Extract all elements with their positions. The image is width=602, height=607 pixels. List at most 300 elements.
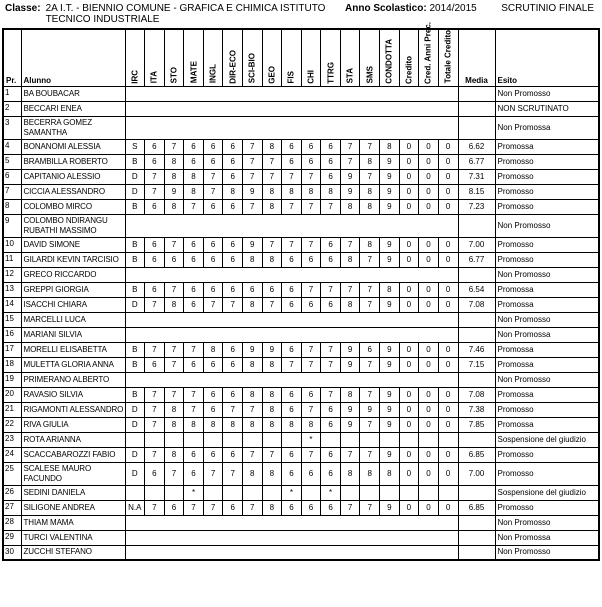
grade-cell: 6 bbox=[321, 462, 341, 485]
grade-cell: 6 bbox=[223, 387, 243, 402]
grade-cell: 9 bbox=[360, 402, 380, 417]
student-name: BONANOMI ALESSIA bbox=[21, 139, 125, 154]
row-number: 21 bbox=[3, 402, 21, 417]
grade-cell: 0 bbox=[419, 417, 439, 432]
esito-value: Non Promosso bbox=[495, 312, 599, 327]
column-header-ingl: INGL bbox=[203, 29, 223, 86]
grade-cell bbox=[125, 485, 145, 500]
table-row bbox=[3, 357, 599, 372]
grades-table bbox=[2, 21, 600, 561]
student-name: RIVA GIULIA bbox=[21, 417, 125, 432]
row-number: 15 bbox=[3, 312, 21, 327]
grade-cell: * bbox=[321, 485, 341, 500]
grade-cell bbox=[438, 485, 458, 500]
grade-cell: 9 bbox=[380, 297, 400, 312]
student-name: RIGAMONTI ALESSANDRO bbox=[21, 402, 125, 417]
grade-cell: D bbox=[125, 447, 145, 462]
grade-cell: 9 bbox=[340, 184, 360, 199]
media-value bbox=[458, 515, 495, 530]
grade-cell: 6 bbox=[360, 342, 380, 357]
grade-cell bbox=[419, 432, 439, 447]
grade-cell: 0 bbox=[438, 139, 458, 154]
grade-cell: B bbox=[125, 237, 145, 252]
grade-cell: 8 bbox=[360, 154, 380, 169]
grade-cell: 0 bbox=[438, 199, 458, 214]
grade-cell: 0 bbox=[419, 297, 439, 312]
row-number: 27 bbox=[3, 500, 21, 515]
grade-cell: * bbox=[301, 432, 321, 447]
grade-cell: 8 bbox=[242, 357, 262, 372]
media-value bbox=[458, 530, 495, 545]
table-row bbox=[3, 447, 599, 462]
grade-cell: 7 bbox=[360, 139, 380, 154]
grade-cell bbox=[223, 432, 243, 447]
student-name: MARIANI SILVIA bbox=[21, 327, 125, 342]
empty-grades-cell bbox=[125, 214, 458, 237]
anno-scolastico-value: 2014/2015 bbox=[429, 3, 477, 14]
grade-cell: 8 bbox=[164, 402, 184, 417]
table-row bbox=[3, 101, 599, 116]
media-value: 7.31 bbox=[458, 169, 495, 184]
grade-cell: 8 bbox=[262, 184, 282, 199]
grade-cell: 6 bbox=[223, 357, 243, 372]
esito-value: Promosso bbox=[495, 169, 599, 184]
table-row bbox=[3, 237, 599, 252]
grade-cell bbox=[340, 432, 360, 447]
grade-cell: 0 bbox=[419, 387, 439, 402]
grade-cell: 6 bbox=[282, 387, 302, 402]
esito-value: Promosso bbox=[495, 500, 599, 515]
grade-cell: 8 bbox=[360, 184, 380, 199]
media-value: 7.15 bbox=[458, 357, 495, 372]
grade-cell: 6 bbox=[145, 282, 165, 297]
grade-cell: 7 bbox=[301, 447, 321, 462]
grade-cell: 8 bbox=[262, 199, 282, 214]
esito-value: Promosso bbox=[495, 237, 599, 252]
grade-cell: 8 bbox=[321, 184, 341, 199]
empty-grades-cell bbox=[125, 327, 458, 342]
row-number: 3 bbox=[3, 116, 21, 139]
grade-cell: 6 bbox=[321, 500, 341, 515]
column-header-ita: ITA bbox=[145, 29, 165, 86]
report-header bbox=[0, 0, 602, 25]
grade-cell bbox=[438, 432, 458, 447]
grade-cell: 0 bbox=[438, 500, 458, 515]
media-value: 6.85 bbox=[458, 447, 495, 462]
grade-cell: 6 bbox=[184, 154, 204, 169]
grade-cell bbox=[203, 485, 223, 500]
column-header-fis: FIS bbox=[282, 29, 302, 86]
grade-cell: 0 bbox=[399, 237, 419, 252]
grade-cell: 8 bbox=[301, 417, 321, 432]
table-row bbox=[3, 372, 599, 387]
grade-cell: 8 bbox=[242, 297, 262, 312]
grade-cell: 6 bbox=[321, 154, 341, 169]
column-header-mate: MATE bbox=[184, 29, 204, 86]
grade-cell: D bbox=[125, 402, 145, 417]
grade-cell: 7 bbox=[184, 500, 204, 515]
grade-cell: 7 bbox=[164, 237, 184, 252]
grade-cell: 9 bbox=[164, 184, 184, 199]
grade-cell: 8 bbox=[360, 237, 380, 252]
student-name: GREPPI GIORGIA bbox=[21, 282, 125, 297]
empty-grades-cell bbox=[125, 86, 458, 101]
grade-cell: 8 bbox=[262, 417, 282, 432]
student-name: SCALESE MAURO FACUNDO bbox=[21, 462, 125, 485]
table-row bbox=[3, 432, 599, 447]
grade-cell: 7 bbox=[145, 184, 165, 199]
media-value bbox=[458, 267, 495, 282]
grade-cell: 0 bbox=[438, 154, 458, 169]
student-name: BECCARI ENEA bbox=[21, 101, 125, 116]
grade-cell: 6 bbox=[145, 252, 165, 267]
grade-cell: 0 bbox=[399, 462, 419, 485]
grade-cell: 8 bbox=[164, 297, 184, 312]
grade-cell: 7 bbox=[262, 154, 282, 169]
grade-cell: 7 bbox=[164, 342, 184, 357]
esito-value: Promossa bbox=[495, 357, 599, 372]
grade-cell: 8 bbox=[242, 417, 262, 432]
grade-cell: 6 bbox=[301, 297, 321, 312]
row-number: 16 bbox=[3, 327, 21, 342]
table-row bbox=[3, 252, 599, 267]
esito-value: Promosso bbox=[495, 252, 599, 267]
anno-scolastico-label: Anno Scolastico: bbox=[345, 3, 427, 14]
grade-cell: 7 bbox=[301, 357, 321, 372]
grade-cell: 8 bbox=[262, 500, 282, 515]
grade-cell: 6 bbox=[203, 154, 223, 169]
grade-cell: D bbox=[125, 297, 145, 312]
student-name: CICCIA ALESSANDRO bbox=[21, 184, 125, 199]
grade-cell: 7 bbox=[262, 447, 282, 462]
grade-cell: 9 bbox=[340, 417, 360, 432]
grade-cell: 6 bbox=[223, 199, 243, 214]
row-number: 2 bbox=[3, 101, 21, 116]
grade-cell: 7 bbox=[340, 237, 360, 252]
row-number: 5 bbox=[3, 154, 21, 169]
grade-cell: 7 bbox=[321, 387, 341, 402]
grade-cell: 7 bbox=[203, 462, 223, 485]
grade-cell: 7 bbox=[360, 169, 380, 184]
grade-cell: 6 bbox=[242, 282, 262, 297]
student-name: GILARDI KEVIN TARCISIO bbox=[21, 252, 125, 267]
grade-cell: 7 bbox=[321, 357, 341, 372]
grade-cell: 8 bbox=[242, 252, 262, 267]
grade-cell: 7 bbox=[145, 447, 165, 462]
grade-cell: 7 bbox=[360, 500, 380, 515]
grade-cell: 0 bbox=[419, 462, 439, 485]
grade-cell: 6 bbox=[282, 139, 302, 154]
grade-cell: 0 bbox=[399, 184, 419, 199]
empty-grades-cell bbox=[125, 101, 458, 116]
table-row bbox=[3, 342, 599, 357]
grade-cell: 7 bbox=[184, 342, 204, 357]
grade-cell: 9 bbox=[380, 387, 400, 402]
student-name: THIAM MAMA bbox=[21, 515, 125, 530]
grade-cell: 9 bbox=[380, 402, 400, 417]
grade-cell: 6 bbox=[184, 139, 204, 154]
table-row bbox=[3, 462, 599, 485]
student-name: MARCELLI LUCA bbox=[21, 312, 125, 327]
grade-cell: D bbox=[125, 417, 145, 432]
grade-cell: 7 bbox=[184, 387, 204, 402]
grade-cell: N.A bbox=[125, 500, 145, 515]
empty-grades-cell bbox=[125, 545, 458, 560]
grade-cell: 7 bbox=[301, 402, 321, 417]
student-name: COLOMBO MIRCO bbox=[21, 199, 125, 214]
media-value: 6.54 bbox=[458, 282, 495, 297]
grade-cell: 6 bbox=[282, 297, 302, 312]
grade-cell: 7 bbox=[301, 169, 321, 184]
media-value: 6.77 bbox=[458, 252, 495, 267]
esito-value: Non Promosso bbox=[495, 515, 599, 530]
table-row bbox=[3, 530, 599, 545]
classe-label: Classe: bbox=[5, 3, 41, 14]
grade-cell: 6 bbox=[203, 402, 223, 417]
esito-value: Non Promossa bbox=[495, 530, 599, 545]
grade-cell: 0 bbox=[419, 154, 439, 169]
esito-value: Non Promosso bbox=[495, 545, 599, 560]
grade-cell: 8 bbox=[203, 417, 223, 432]
student-name: SILIGONE ANDREA bbox=[21, 500, 125, 515]
grade-cell: 9 bbox=[380, 169, 400, 184]
grade-cell: 6 bbox=[301, 387, 321, 402]
grade-cell bbox=[282, 432, 302, 447]
column-header-chi: CHI bbox=[301, 29, 321, 86]
grade-cell: 6 bbox=[184, 297, 204, 312]
grade-cell: 0 bbox=[419, 402, 439, 417]
grade-cell: 7 bbox=[360, 252, 380, 267]
grade-cell bbox=[164, 432, 184, 447]
grade-cell: 9 bbox=[340, 342, 360, 357]
student-name: ROTA ARIANNA bbox=[21, 432, 125, 447]
grade-cell: 7 bbox=[301, 342, 321, 357]
grade-cell: 7 bbox=[242, 139, 262, 154]
grade-cell: 7 bbox=[282, 199, 302, 214]
grade-cell: 6 bbox=[321, 169, 341, 184]
row-number: 28 bbox=[3, 515, 21, 530]
empty-grades-cell bbox=[125, 515, 458, 530]
grade-cell: 9 bbox=[380, 184, 400, 199]
grade-cell: 7 bbox=[282, 169, 302, 184]
grade-cell: 7 bbox=[203, 169, 223, 184]
grade-cell: 6 bbox=[184, 447, 204, 462]
column-header-cred-anni-prec: Cred. Anni Prec. bbox=[419, 29, 439, 86]
grade-cell: 6 bbox=[203, 237, 223, 252]
scrutinio-finale-label: SCRUTINIO FINALE bbox=[501, 3, 594, 14]
grade-cell: B bbox=[125, 342, 145, 357]
esito-value: Non Promossa bbox=[495, 116, 599, 139]
grade-cell: 7 bbox=[145, 169, 165, 184]
grade-cell: 7 bbox=[242, 169, 262, 184]
esito-value: Sospensione del giudizio bbox=[495, 432, 599, 447]
grade-cell: B bbox=[125, 154, 145, 169]
column-header-irc: IRC bbox=[125, 29, 145, 86]
grade-cell: 6 bbox=[184, 252, 204, 267]
table-row bbox=[3, 139, 599, 154]
grade-cell: 6 bbox=[223, 154, 243, 169]
grade-cell: 0 bbox=[399, 139, 419, 154]
grade-cell: 6 bbox=[145, 154, 165, 169]
grade-cell: 6 bbox=[223, 447, 243, 462]
grade-cell: 6 bbox=[184, 357, 204, 372]
grade-cell: 8 bbox=[282, 417, 302, 432]
grade-cell: 0 bbox=[399, 297, 419, 312]
row-number: 25 bbox=[3, 462, 21, 485]
grade-cell: 7 bbox=[340, 282, 360, 297]
grade-cell: * bbox=[282, 485, 302, 500]
grade-cell: 6 bbox=[321, 417, 341, 432]
grade-cell: 0 bbox=[438, 282, 458, 297]
row-number: 6 bbox=[3, 169, 21, 184]
grade-cell: 0 bbox=[399, 402, 419, 417]
esito-value: Non Promossa bbox=[495, 327, 599, 342]
table-row bbox=[3, 184, 599, 199]
row-number: 22 bbox=[3, 417, 21, 432]
grade-cell: 7 bbox=[321, 282, 341, 297]
column-header-geo: GEO bbox=[262, 29, 282, 86]
grade-cell: 6 bbox=[301, 500, 321, 515]
grade-cell: 7 bbox=[164, 282, 184, 297]
grade-cell: 0 bbox=[419, 237, 439, 252]
grade-cell: 7 bbox=[164, 357, 184, 372]
grade-cell: 0 bbox=[399, 154, 419, 169]
media-value: 7.00 bbox=[458, 462, 495, 485]
grade-cell bbox=[321, 432, 341, 447]
grade-cell: 8 bbox=[262, 402, 282, 417]
grade-cell bbox=[242, 432, 262, 447]
grade-cell: 8 bbox=[340, 252, 360, 267]
grade-cell: 6 bbox=[223, 342, 243, 357]
grade-cell: 7 bbox=[164, 387, 184, 402]
esito-value: Promossa bbox=[495, 342, 599, 357]
media-value: 7.08 bbox=[458, 387, 495, 402]
grade-cell: 7 bbox=[340, 447, 360, 462]
media-value: 6.85 bbox=[458, 500, 495, 515]
grade-cell: 8 bbox=[223, 184, 243, 199]
grade-cell bbox=[399, 432, 419, 447]
grade-cell: 7 bbox=[360, 357, 380, 372]
grade-cell: 7 bbox=[360, 417, 380, 432]
table-row bbox=[3, 545, 599, 560]
grade-cell: 6 bbox=[282, 282, 302, 297]
grade-cell: 7 bbox=[301, 282, 321, 297]
grade-cell: 7 bbox=[262, 237, 282, 252]
grade-cell: 9 bbox=[380, 199, 400, 214]
grade-cell: D bbox=[125, 184, 145, 199]
grade-cell: 7 bbox=[145, 500, 165, 515]
grade-cell: 6 bbox=[301, 252, 321, 267]
grade-cell: 6 bbox=[301, 139, 321, 154]
grade-cell: 6 bbox=[282, 252, 302, 267]
grade-cell: 6 bbox=[184, 462, 204, 485]
grade-cell: 9 bbox=[380, 154, 400, 169]
grade-cell: 6 bbox=[223, 500, 243, 515]
media-value: 7.08 bbox=[458, 297, 495, 312]
grade-cell: 6 bbox=[282, 447, 302, 462]
grade-cell: 0 bbox=[438, 387, 458, 402]
grade-cell: 0 bbox=[399, 282, 419, 297]
grade-cell: 8 bbox=[262, 139, 282, 154]
table-row bbox=[3, 500, 599, 515]
column-header-condotta: CONDOTTA bbox=[380, 29, 400, 86]
media-value bbox=[458, 101, 495, 116]
grade-cell: 8 bbox=[184, 169, 204, 184]
grade-cell: 9 bbox=[380, 237, 400, 252]
grade-cell: 6 bbox=[301, 154, 321, 169]
grade-cell: 7 bbox=[282, 237, 302, 252]
table-row bbox=[3, 282, 599, 297]
grade-cell: 7 bbox=[184, 402, 204, 417]
grade-cell: 0 bbox=[399, 357, 419, 372]
grade-cell: 7 bbox=[145, 342, 165, 357]
grade-cell: 0 bbox=[419, 342, 439, 357]
grade-cell: 8 bbox=[164, 199, 184, 214]
grade-cell: 0 bbox=[399, 500, 419, 515]
grade-cell: 6 bbox=[203, 199, 223, 214]
table-row bbox=[3, 199, 599, 214]
grade-cell: 8 bbox=[164, 447, 184, 462]
media-value bbox=[458, 545, 495, 560]
grade-cell: 0 bbox=[419, 252, 439, 267]
grade-cell: 6 bbox=[223, 139, 243, 154]
grade-cell bbox=[203, 432, 223, 447]
esito-value: Promossa bbox=[495, 417, 599, 432]
grade-cell bbox=[340, 485, 360, 500]
grade-cell: 0 bbox=[419, 139, 439, 154]
row-number: 17 bbox=[3, 342, 21, 357]
grade-cell: 7 bbox=[242, 447, 262, 462]
table-row bbox=[3, 485, 599, 500]
grade-cell: 7 bbox=[340, 139, 360, 154]
grade-cell: 7 bbox=[321, 199, 341, 214]
student-name: CAPITANIO ALESSIO bbox=[21, 169, 125, 184]
row-number: 8 bbox=[3, 199, 21, 214]
grade-cell: 8 bbox=[262, 387, 282, 402]
grade-cell: 8 bbox=[203, 342, 223, 357]
grade-cell: 6 bbox=[164, 500, 184, 515]
row-number: 9 bbox=[3, 214, 21, 237]
grade-cell bbox=[145, 432, 165, 447]
empty-grades-cell bbox=[125, 530, 458, 545]
esito-value: Promossa bbox=[495, 297, 599, 312]
grade-cell: 0 bbox=[399, 169, 419, 184]
student-name: MULETTA GLORIA ANNA bbox=[21, 357, 125, 372]
esito-value: Non Promosso bbox=[495, 86, 599, 101]
grade-cell: 6 bbox=[164, 252, 184, 267]
grade-cell: 6 bbox=[282, 154, 302, 169]
grade-cell: 0 bbox=[438, 252, 458, 267]
grade-cell: B bbox=[125, 199, 145, 214]
grade-cell: B bbox=[125, 252, 145, 267]
grade-cell: B bbox=[125, 282, 145, 297]
media-value: 8.15 bbox=[458, 184, 495, 199]
classe-field bbox=[5, 3, 345, 25]
column-header-credito: Credito bbox=[399, 29, 419, 86]
grade-cell: 9 bbox=[242, 342, 262, 357]
grade-cell: 9 bbox=[380, 252, 400, 267]
grade-cell: 6 bbox=[145, 462, 165, 485]
grade-cell: 8 bbox=[380, 282, 400, 297]
grade-cell: * bbox=[184, 485, 204, 500]
media-value bbox=[458, 372, 495, 387]
column-header-ttrg: TTRG bbox=[321, 29, 341, 86]
grade-cell: 8 bbox=[340, 387, 360, 402]
grade-cell bbox=[399, 485, 419, 500]
grade-cell bbox=[262, 432, 282, 447]
esito-value: Sospensione del giudizio bbox=[495, 485, 599, 500]
grade-cell: 0 bbox=[438, 237, 458, 252]
